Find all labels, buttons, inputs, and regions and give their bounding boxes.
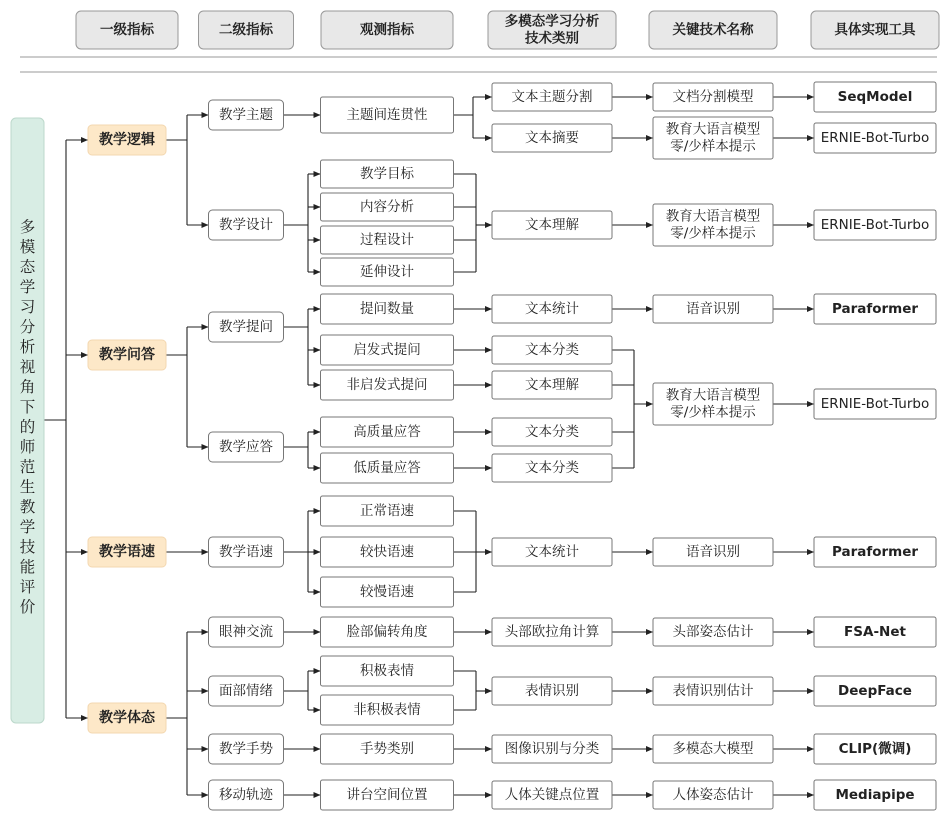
observation-node-8	[321, 370, 454, 400]
observation-node-11-label: 正常语速	[360, 503, 414, 519]
tech-category-node-11	[492, 677, 612, 705]
observation-node-5	[321, 258, 454, 286]
observation-node-14	[321, 617, 454, 647]
header-1	[76, 11, 178, 49]
level1-node-4-label: 教学体态	[99, 710, 155, 726]
observation-node-16	[321, 695, 454, 725]
level2-node-4-label: 教学应答	[219, 439, 273, 455]
observation-node-16-label: 非积极表情	[353, 702, 421, 718]
level2-node-1	[209, 100, 284, 130]
tech-category-node-7-label: 文本分类	[525, 424, 579, 440]
key-tech-node-2-label: 教育大语言模型零/少样本提示	[665, 121, 761, 155]
tool-node-6	[814, 537, 936, 567]
level1-node-2	[88, 340, 166, 370]
observation-node-12	[321, 537, 454, 567]
observation-node-4	[321, 226, 454, 254]
level2-node-3-label: 教学提问	[219, 319, 273, 335]
observation-node-18	[321, 780, 454, 810]
key-tech-node-10	[653, 781, 773, 809]
tech-category-node-5-label: 文本分类	[525, 342, 579, 358]
root-node	[11, 118, 44, 723]
tech-category-node-12-label: 图像识别与分类	[504, 741, 600, 757]
header-5-label: 关键技术名称	[672, 22, 754, 38]
observation-node-3-label: 内容分析	[360, 199, 414, 215]
observation-node-4-label: 过程设计	[360, 232, 414, 248]
root-label: 多模态学习分析视角下的师范生教学技能评价	[19, 218, 36, 616]
tech-category-node-1-label: 文本主题分割	[511, 89, 593, 105]
header-6	[811, 11, 939, 49]
tech-category-node-6	[492, 371, 612, 399]
observation-node-6-label: 提问数量	[360, 301, 414, 317]
observation-node-15	[321, 656, 454, 686]
observation-node-5-label: 延伸设计	[360, 264, 414, 280]
observation-node-9	[321, 417, 454, 447]
tool-node-5-label: ERNIE-Bot-Turbo	[820, 396, 930, 412]
key-tech-node-3	[653, 204, 773, 246]
tool-node-10	[814, 780, 936, 810]
observation-node-7	[321, 335, 454, 365]
level1-node-2-label: 教学问答	[99, 347, 155, 363]
header-3	[321, 11, 453, 49]
header-4-label: 多模态学习分析技术类别	[504, 13, 600, 47]
key-tech-node-9	[653, 735, 773, 763]
tech-category-node-10-label: 头部欧拉角计算	[504, 624, 600, 640]
tech-category-node-7	[492, 418, 612, 446]
tool-node-8-label: DeepFace	[838, 683, 912, 699]
level1-node-1	[88, 125, 166, 155]
tech-category-node-11-label: 表情识别	[525, 683, 579, 699]
tech-category-node-8-label: 文本分类	[525, 460, 579, 476]
key-tech-node-6-label: 语音识别	[686, 544, 740, 560]
tech-category-node-13-label: 人体关键点位置	[504, 787, 600, 803]
tech-category-node-9-label: 文本统计	[525, 544, 579, 560]
tool-node-6-label: Paraformer	[831, 544, 919, 560]
tool-node-9-label: CLIP(微调)	[838, 741, 912, 757]
tool-node-3	[814, 210, 936, 240]
key-tech-node-9-label: 多模态大模型	[672, 741, 754, 757]
tool-node-3-label: ERNIE-Bot-Turbo	[820, 217, 930, 233]
key-tech-node-2	[653, 117, 773, 159]
key-tech-node-1	[653, 83, 773, 111]
level2-node-1-label: 教学主题	[219, 107, 273, 123]
level2-node-3	[209, 312, 284, 342]
key-tech-node-8-label: 表情识别估计	[672, 683, 754, 699]
key-tech-node-4-label: 语音识别	[686, 301, 740, 317]
tech-category-node-8	[492, 454, 612, 482]
header-4	[488, 11, 616, 49]
key-tech-node-3-label: 教育大语言模型零/少样本提示	[665, 208, 761, 242]
tech-category-node-13	[492, 781, 612, 809]
header-6-label: 具体实现工具	[834, 22, 916, 38]
observation-node-10-label: 低质量应答	[353, 460, 421, 476]
tool-node-7-label: FSA-Net	[844, 624, 906, 640]
level2-node-2-label: 教学设计	[219, 217, 273, 233]
level1-node-3	[88, 537, 166, 567]
key-tech-node-7-label: 头部姿态估计	[672, 624, 754, 640]
observation-node-11	[321, 496, 454, 526]
observation-node-1	[321, 97, 454, 133]
observation-node-13-label: 较慢语速	[360, 584, 414, 600]
level2-node-7-label: 面部情绪	[219, 683, 273, 699]
observation-node-10	[321, 453, 454, 483]
observation-node-7-label: 启发式提问	[353, 342, 421, 358]
level2-node-6	[209, 617, 284, 647]
level2-node-9-label: 移动轨迹	[219, 787, 273, 803]
tech-category-node-9	[492, 538, 612, 566]
tech-category-node-2-label: 文本摘要	[525, 130, 579, 146]
level2-node-5	[209, 537, 284, 567]
level1-node-4	[88, 703, 166, 733]
tool-node-2	[814, 123, 936, 153]
key-tech-node-5-label: 教育大语言模型零/少样本提示	[665, 387, 761, 421]
observation-node-15-label: 积极表情	[360, 663, 414, 679]
level1-node-3-label: 教学语速	[99, 544, 155, 560]
key-tech-node-6	[653, 538, 773, 566]
level2-node-6-label: 眼神交流	[219, 624, 273, 640]
tool-node-2-label: ERNIE-Bot-Turbo	[820, 130, 930, 146]
observation-node-17-label: 手势类别	[360, 741, 414, 757]
observation-node-8-label: 非启发式提问	[346, 377, 428, 393]
tool-node-5	[814, 389, 936, 419]
key-tech-node-5	[653, 383, 773, 425]
tool-node-1	[814, 82, 936, 112]
tool-node-1-label: SeqModel	[837, 89, 913, 105]
header-2-label: 二级指标	[219, 22, 273, 38]
observation-node-3	[321, 193, 454, 221]
key-tech-node-8	[653, 677, 773, 705]
key-tech-node-10-label: 人体姿态估计	[672, 787, 754, 803]
tool-node-7	[814, 617, 936, 647]
level2-node-5-label: 教学语速	[219, 544, 273, 560]
tech-category-node-4-label: 文本统计	[525, 301, 579, 317]
observation-node-12-label: 较快语速	[360, 544, 414, 560]
level1-node-1-label: 教学逻辑	[99, 132, 155, 148]
tech-category-node-5	[492, 336, 612, 364]
observation-node-2	[321, 160, 454, 188]
tech-category-node-12	[492, 735, 612, 763]
observation-node-14-label: 脸部偏转角度	[346, 624, 428, 640]
key-tech-node-4	[653, 295, 773, 323]
header-2	[199, 11, 294, 49]
key-tech-node-1-label: 文档分割模型	[672, 89, 754, 105]
observation-node-1-label: 主题间连贯性	[346, 107, 428, 123]
level2-node-8-label: 教学手势	[219, 741, 273, 757]
tech-category-node-3	[492, 211, 612, 239]
tool-node-4	[814, 294, 936, 324]
header-1-label: 一级指标	[100, 22, 154, 38]
level2-node-9	[209, 780, 284, 810]
observation-node-18-label: 讲台空间位置	[346, 787, 428, 803]
tech-category-node-10	[492, 618, 612, 646]
tool-node-10-label: Mediapipe	[835, 787, 915, 803]
tech-category-node-1	[492, 83, 612, 111]
tool-node-8	[814, 676, 936, 706]
tech-category-node-3-label: 文本理解	[525, 217, 579, 233]
key-tech-node-7	[653, 618, 773, 646]
header-3-label: 观测指标	[360, 22, 414, 38]
level2-node-8	[209, 734, 284, 764]
observation-node-13	[321, 577, 454, 607]
level2-node-7	[209, 676, 284, 706]
observation-node-17	[321, 734, 454, 764]
level2-node-4	[209, 432, 284, 462]
level2-node-2	[209, 210, 284, 240]
observation-node-2-label: 教学目标	[360, 166, 414, 182]
tech-category-node-6-label: 文本理解	[525, 377, 579, 393]
tool-node-9	[814, 734, 936, 764]
tool-node-4-label: Paraformer	[831, 301, 919, 317]
header-5	[649, 11, 777, 49]
observation-node-9-label: 高质量应答	[353, 424, 421, 440]
observation-node-6	[321, 294, 454, 324]
tech-category-node-4	[492, 295, 612, 323]
tech-category-node-2	[492, 124, 612, 152]
